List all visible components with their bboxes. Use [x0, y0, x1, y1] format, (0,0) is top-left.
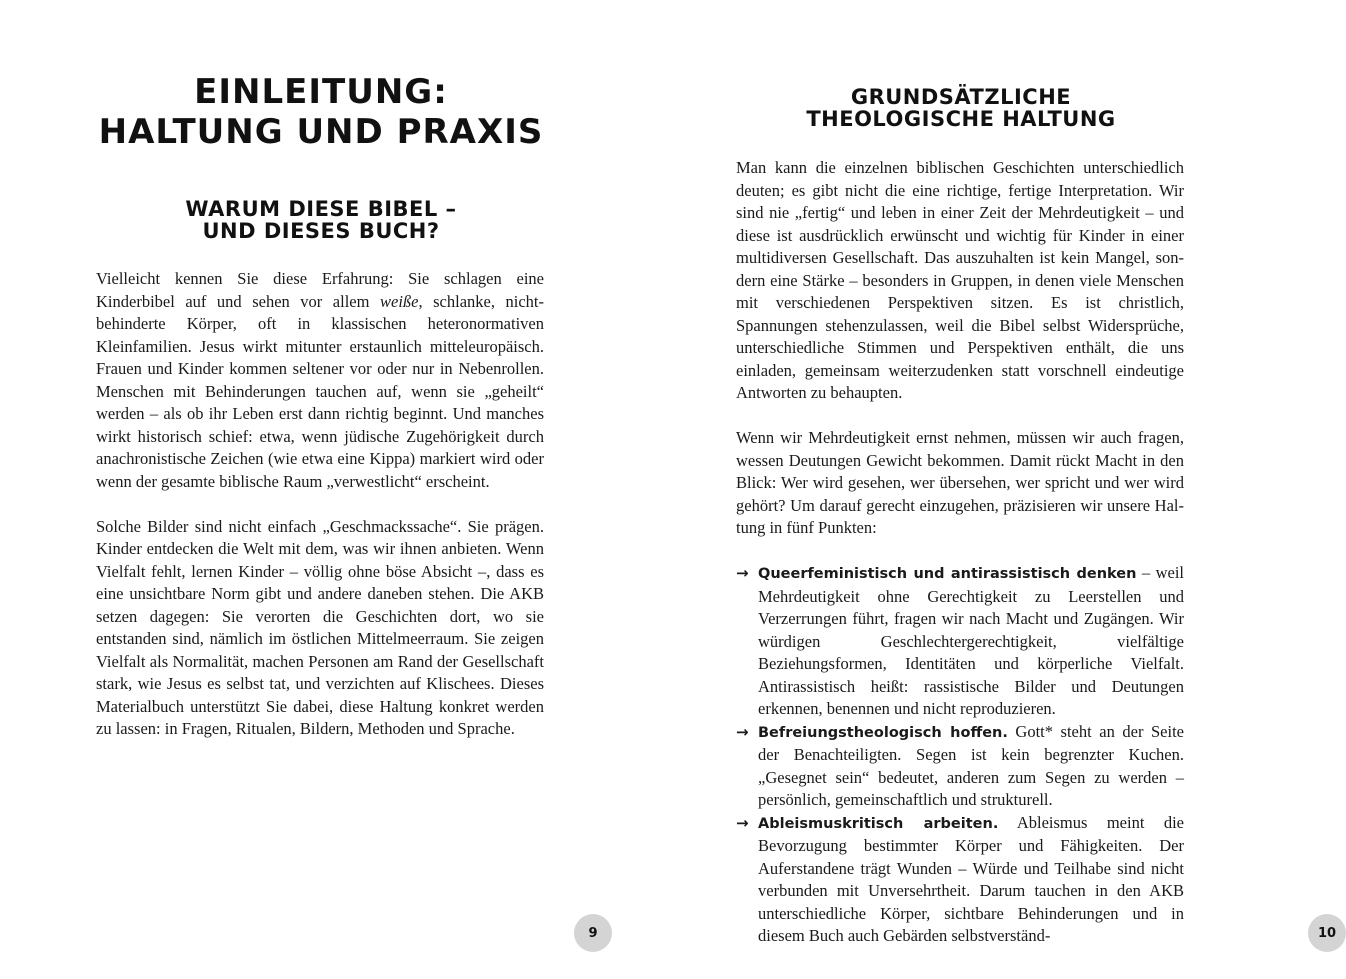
- list-item-lead: Befreiungstheologisch hoffen.: [758, 724, 1008, 741]
- chapter-title: [96, 72, 546, 152]
- paragraph-text: , schlanke, nicht-behinderte Körper, oft in klassischen heteronormativen Kleinfamilien. Jesus wirkt mitunter erstaunlich mitteleuropäisch. Frauen und Kinder kommen seltener vor oder nur in Nebenrollen. Menschen mit Behinderungen tauchen auf, wenn sie „geheilt“ werden – als ob ihr Leben erst dann richtig beginnt. Und manches wirkt historisch schief: etwa, wenn jüdische Zugehörigkeit durch anachronistische Zeichen (wie etwa eine Kippa) markiert wird oder wenn der gesamte biblische Raum „verwestlicht“ erscheint.: [96, 291, 544, 491]
- page-number-left: 9: [574, 914, 612, 952]
- chapter-title-line2: HALTUNG UND PRAXIS: [98, 112, 544, 152]
- left-page: [0, 0, 640, 979]
- page-number-right: 10: [1308, 914, 1346, 952]
- arrow-right-icon: →: [736, 813, 749, 832]
- principles-list: [736, 562, 1184, 948]
- arrow-right-icon: →: [736, 722, 749, 741]
- emphasis-text: weiße: [379, 291, 419, 311]
- paragraph: [96, 268, 544, 493]
- section-heading-left: [96, 198, 546, 242]
- left-body-text: [96, 268, 544, 763]
- section-heading-right-line2: THEOLOGISCHE HALTUNG: [806, 107, 1116, 131]
- chapter-title-line1: EINLEITUNG:: [194, 72, 448, 112]
- section-heading-right-line1: GRUNDSÄTZLICHE: [850, 85, 1072, 109]
- list-item-text: Gott* steht an der Seite der Benachteiligten. Segen ist kein begrenzter Kuchen. „Gesegnet sein“ bedeutet, anderen zum Segen zu werden – persönlich, gemeinschaftlich und strukturell.: [758, 721, 1184, 809]
- paragraph: Solche Bilder sind nicht einfach „Geschmackssache“. Sie prägen. Kinder entdecken die Welt mit dem, was wir ihnen anbieten. Wenn Vielfalt fehlt, lernen Kinder – völlig ohne böse Absicht –, dass es eine unsichtbare Norm gibt und andere daneben stehen. Die AKB setzen dagegen: Sie verorten die Geschichten dort, wo sie entstanden sind, nämlich im östlichen Mittelmeerraum. Sie zeigen Vielfalt als Normalität, machen Personen am Rand der Gesellschaft stark, wie Jesus es selbst tat, und verzichten auf Klischees. Dieses Materialbuch unterstützt Sie dabei, diese Haltung konkret werden zu lassen: in Fragen, Ritualen, Bildern, Methoden und Sprache.: [96, 516, 544, 738]
- list-item-lead: Queerfeministisch und antirassistisch denken: [758, 566, 1137, 582]
- section-heading-right: [736, 86, 1186, 130]
- paragraph: Man kann die einzelnen biblischen Geschichten unterschiedlich deuten; es gibt nicht die eine richtige, fertige Interpretation. Wir sind nie „fertig“ und leben in einer Zeit der Mehrdeutigkeit – und diese ist ausdrücklich erwünscht und wichtig für Kinder in einer multidiversen Gesellschaft. Das auszuhalten ist kein Mangel, sondern eine Stärke – besonders in Gruppen, in denen viele Menschen mit verschiedenen Perspektiven sitzen. Es ist christlich, Spannungen stehenzulassen, weil die Bibel selbst Widersprüche, unterschiedliche Stimmen und Perspektiven enthält, die uns einladen, gemeinsam weiterzudenken statt vorschnell eindeutige Antworten zu behaupten.: [736, 158, 1184, 402]
- list-item: [736, 812, 1184, 948]
- list-item-lead: Ableismuskritisch arbeiten.: [758, 815, 999, 832]
- list-item: [736, 721, 1184, 812]
- list-item-text: Ableismus meint die Bevorzugung bestimmter Körper und Fähigkeiten. Der Auferstandene trägt Wunden – Würde und Teilhabe sind nicht verbunden mit Unversehrtheit. Darum tauchen in den AKB unterschiedliche Körper, sichtbare Behinderungen und in diesem Buch auch Gebärden selbstverständ-: [758, 812, 1184, 945]
- paragraph-text: Vielleicht kennen Sie diese Erfahrung: Sie schlagen eine Kinderbibel auf und sehen vor allem: [96, 269, 544, 311]
- right-page: [640, 0, 1337, 979]
- section-heading-left-line1: WARUM DIESE BIBEL –: [185, 197, 457, 221]
- list-item-text: – weil Mehrdeutigkeit ohne Gerechtigkeit zu Leerstellen und Verzerrungen führt, fragen wir nach Macht und Zugängen. Wir würdigen Geschlechtergerechtigkeit, vielfältige Beziehungsformen, Identitäten und körperliche Vielfalt. Antirassistisch heißt: rassistische Bilder und Deutungen erkennen, benennen und nicht reproduzieren.: [758, 563, 1184, 718]
- section-heading-left-line2: UND DIESES BUCH?: [202, 219, 440, 243]
- right-body-text: [736, 157, 1184, 948]
- paragraph: Wenn wir Mehrdeutigkeit ernst nehmen, müssen wir auch fragen, wessen Deutungen Gewicht bekommen. Damit rückt Macht in den Blick: Wer wird gesehen, wer übersehen, wer spricht und wer wird gehört? Um darauf gerecht einzugehen, präzisieren wir unsere Haltung in fünf Punkten:: [736, 428, 1184, 537]
- list-item: [736, 562, 1184, 721]
- arrow-right-icon: →: [736, 564, 749, 582]
